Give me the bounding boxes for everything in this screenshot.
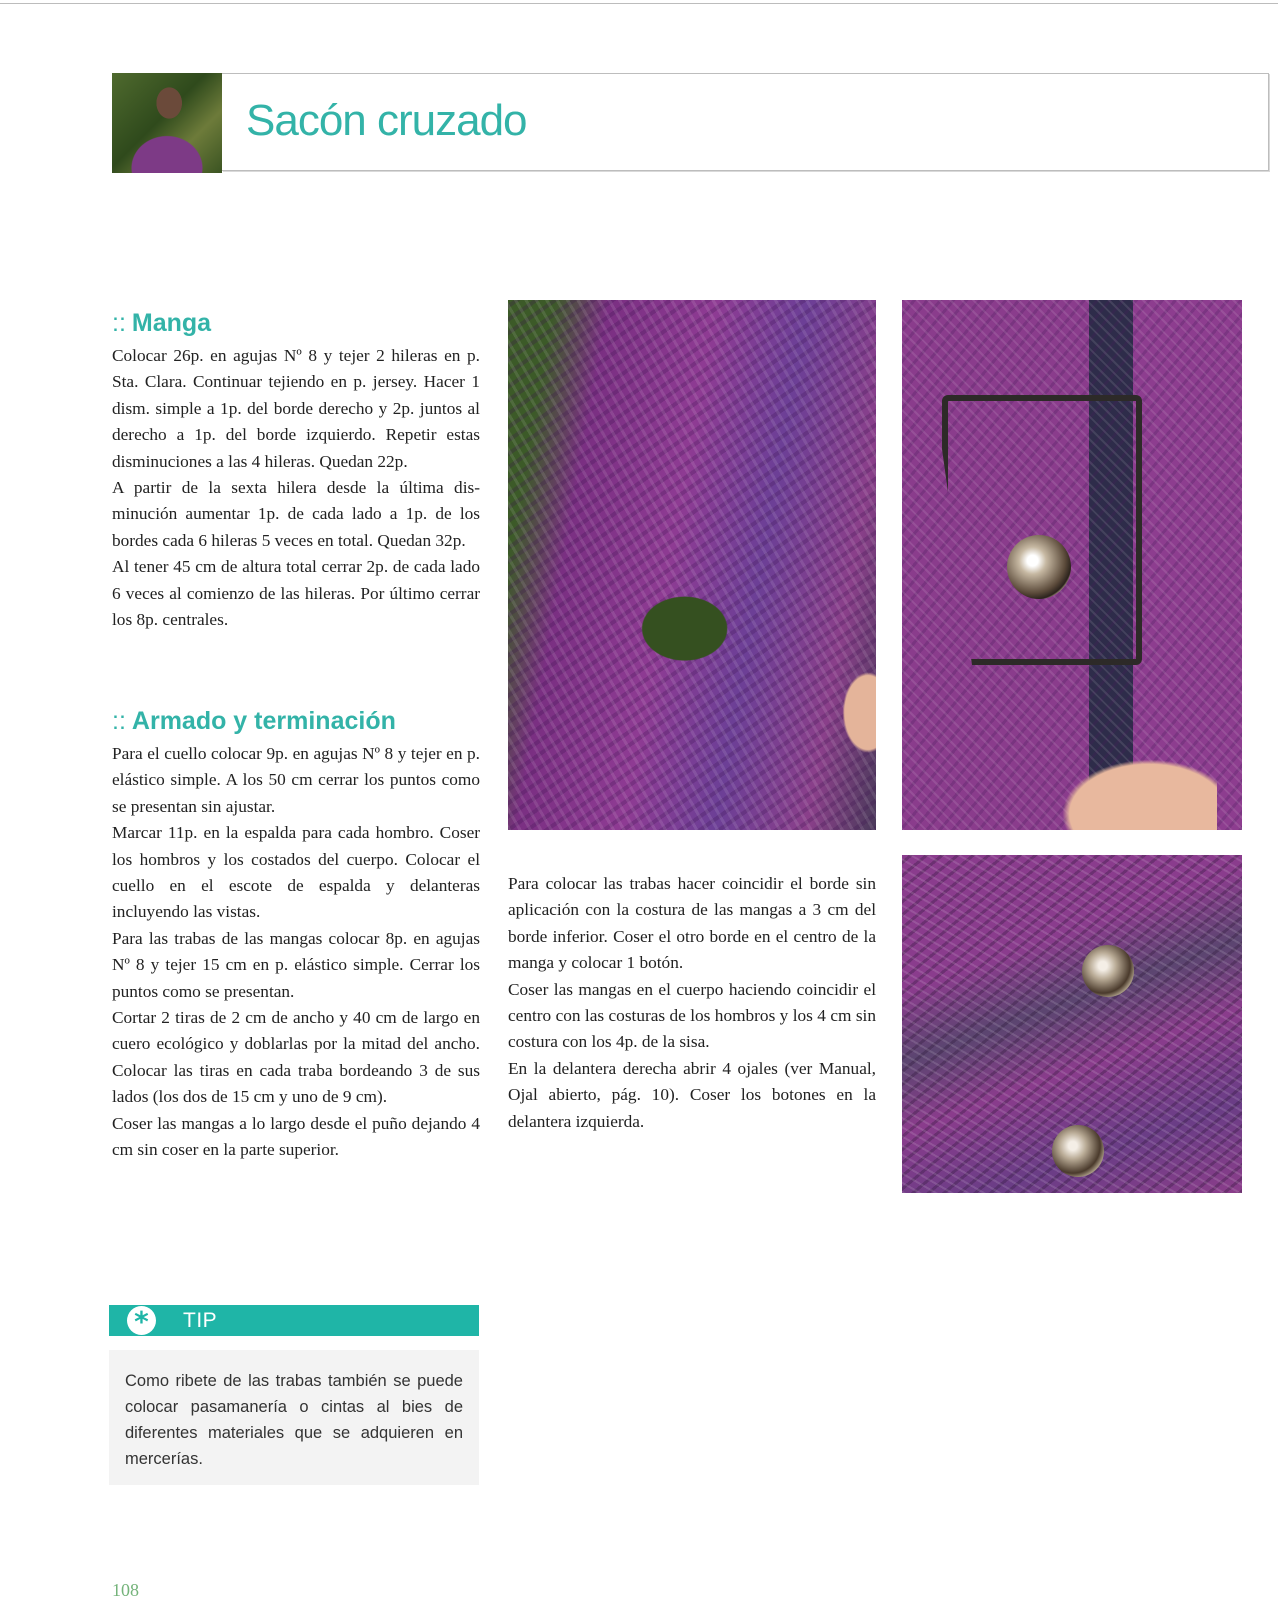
button-image: [1052, 1125, 1104, 1177]
section-heading-text: Manga: [131, 309, 212, 337]
paragraph: Para el cuello colocar 9p. en agujas Nº 8 y tejer en p. elástico simple. A los 50 cm cerrar los puntos como se presentan sin ajustar.: [112, 744, 480, 816]
paragraph: Coser las mangas en el cuerpo haciendo coincidir el centro con las costuras de los hombros y los 4 cm sin costura con los 4p. de la sisa.: [508, 979, 876, 1052]
section-marker: ::: [112, 707, 126, 735]
asterisk-icon: *: [127, 1306, 156, 1335]
section-heading-armado: [112, 707, 396, 736]
page-title: Sacón cruzado: [246, 96, 527, 145]
section-heading-manga: [112, 309, 211, 338]
tip-label: TIP: [183, 1309, 218, 1332]
manga-text: [112, 343, 480, 633]
armado-text: [112, 741, 480, 1164]
paragraph: Coser las mangas a lo largo desde el puño dejando 4 cm sin coser en la parte superior.: [112, 1113, 480, 1160]
buttons-closeup-photo: [902, 855, 1242, 1193]
leather-trim: [942, 395, 1142, 665]
tip-body: Como ribete de las trabas también se puede colocar pasamanería o cintas al bies de diferentes materiales que se adquieren en mercerías.: [109, 1350, 479, 1485]
hand-image: [1047, 750, 1217, 830]
section-heading-text: Armado y terminación: [131, 707, 396, 735]
paragraph: Para colocar las trabas hacer coincidir el borde sin aplicación con la costura de las mangas a 3 cm del borde inferior. Coser el otro borde en el centro de la manga y colocar 1 botón.: [508, 874, 876, 973]
paragraph: Para las trabas de las mangas colocar 8p. en agujas Nº 8 y tejer 15 cm en p. elástico simple. Cerrar los puntos como se presentan.: [112, 928, 480, 1001]
paragraph: A partir de la sexta hilera desde la última disminución aumentar 1p. de cada lado a 1p. de los bordes cada 6 hileras 5 veces en total. Quedan 32p.: [112, 478, 480, 550]
paragraph: Cortar 2 tiras de 2 cm de ancho y 40 cm de largo en cuero ecológico y doblarlas por la mitad del ancho. Colocar las tiras en cada traba bordeando 3 de sus lados (los dos de 15 cm y uno de 9 cm).: [112, 1008, 480, 1107]
pocket-closeup-photo: [902, 300, 1242, 830]
paragraph: Colocar 26p. en agujas Nº 8 y tejer 2 hileras en p. Sta. Clara. Continuar tejiendo en p. jersey. Hacer 1 dism. simple a 1p. del borde derecho y 2p. juntos al derecho a 1p. del borde izquierdo. Repetir estas disminuciones a las 4 hileras. Quedan 22p.: [112, 346, 480, 471]
paragraph: Al tener 45 cm de altura total cerrar 2p. de cada lado 6 veces al comienzo de las hileras. Por último cerrar los 8p. centrales.: [112, 557, 480, 630]
paragraph: En la delantera derecha abrir 4 ojales (ver Manual, Ojal abierto, pág. 10). Coser los botones en la delantera izquierda.: [508, 1058, 876, 1131]
tip-header-bar: [109, 1305, 479, 1336]
top-rule: [0, 3, 1278, 4]
hand-image: [838, 665, 876, 760]
page-number: 108: [112, 1580, 139, 1600]
paragraph: Marcar 11p. en la espalda para cada hombro. Coser los hombros y los costados del cuerpo. Colocar el cuello en el escote de espalda y delanteras incluyendo las vistas.: [112, 823, 480, 922]
sleeve-photo: [508, 300, 876, 830]
header-thumbnail-photo: [112, 73, 222, 173]
continuation-text: [508, 871, 876, 1135]
button-image: [1007, 535, 1071, 599]
button-image: [1082, 945, 1134, 997]
section-marker: ::: [112, 309, 126, 337]
